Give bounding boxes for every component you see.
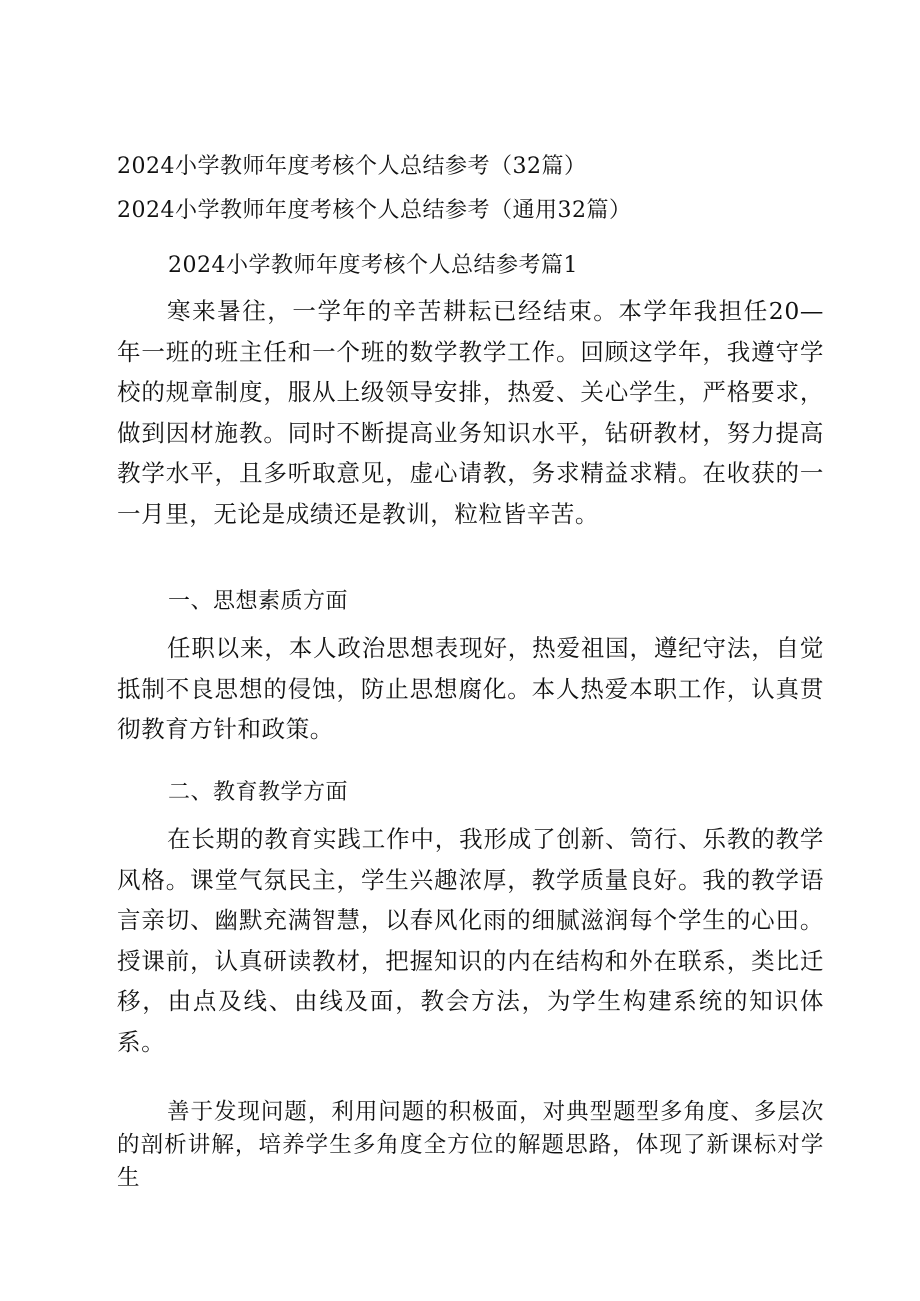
document-title: 2024小学教师年度考核个人总结参考（32篇） [117, 154, 587, 179]
paragraph-ideology: 任职以来，本人政治思想表现好，热爱祖国，遵纪守法，自觉抵制不良思想的侵蚀，防止思想腐化。本人热爱本职工作，认真贯彻教育方针和政策。 [117, 634, 824, 743]
paragraph-intro: 寒来暑往，一学年的辛苦耕耘已经结束。本学年我担任20—年一班的班主任和一个班的数学教学工作。回顾这学年，我遵守学校的规章制度，服从上级领导安排，热爱、关心学生，严格要求，做到因材施教。同时不断提高业务知识水平，钻研教材，努力提高教学水平，且多听取意见，虚心请教，务求精益求精。在收获的一一月里，无论是成绩还是教训，粒粒皆辛苦。 [117, 297, 824, 528]
article-heading: 2024小学教师年度考核个人总结参考篇1 [168, 253, 578, 278]
document-subtitle: 2024小学教师年度考核个人总结参考（通用32篇） [117, 198, 632, 223]
section-heading-ideology: 一、思想素质方面 [168, 589, 349, 614]
paragraph-problem-solving: 善于发现问题，利用问题的积极面，对典型题型多角度、多层次的剖析讲解，培养学生多角度全方位的解题思路，体现了新课标对学生 [117, 1099, 824, 1191]
section-heading-teaching: 二、教育教学方面 [168, 780, 349, 805]
paragraph-teaching: 在长期的教育实践工作中，我形成了创新、笥行、乐教的教学风格。课堂气氛民主，学生兴趣浓厚，教学质量良好。我的教学语言亲切、幽默充满智慧，以春风化雨的细腻滋润每个学生的心田。授课前，认真研读教材，把握知识的内在结构和外在联系，类比迁移，由点及线、由线及面，教会方法，为学生构建系统的知识体系。 [117, 825, 824, 1056]
